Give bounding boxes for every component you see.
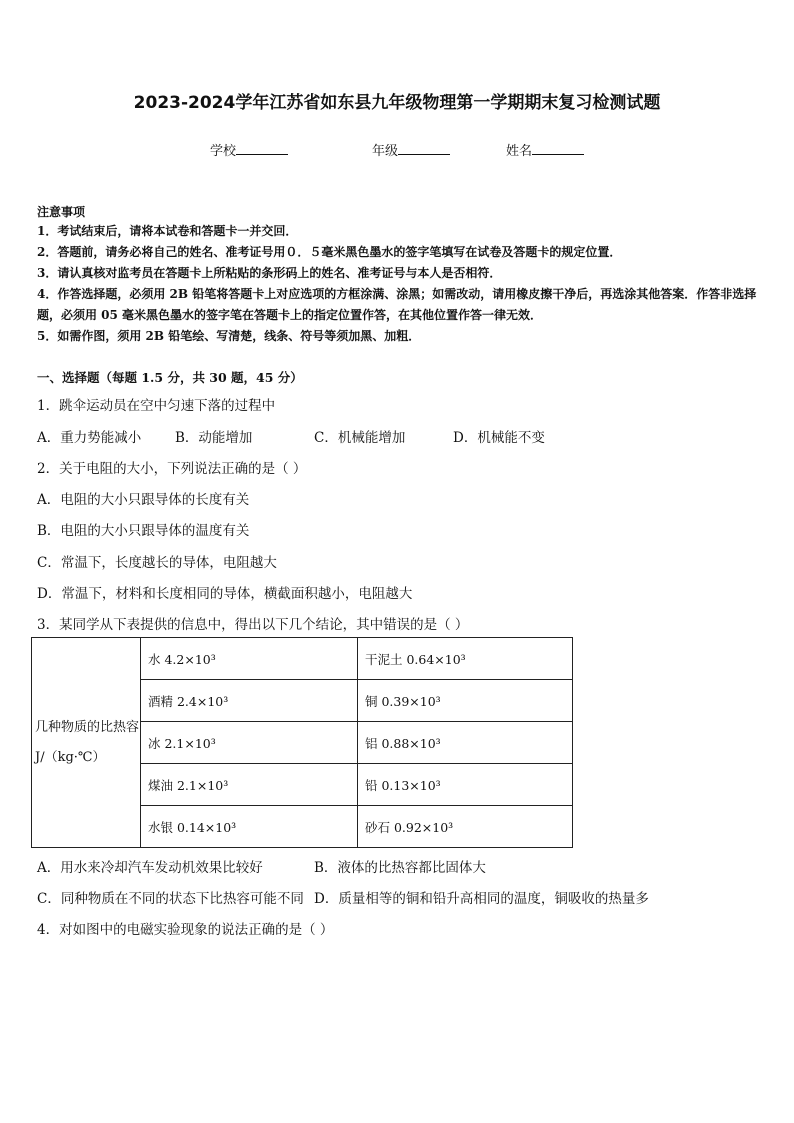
specific-heat-table: [31, 637, 573, 848]
question-3-stem: 3．某同学从下表提供的信息中，得出以下几个结论，其中错误的是（ ）: [37, 617, 469, 633]
q2-option-d: D．常温下，材料和长度相同的导体，横截面积越小，电阻越大: [37, 586, 413, 602]
table-row-header: 几种物质的比热容 J/（kg·℃）: [32, 638, 141, 848]
q2-option-a: A．电阻的大小只跟导体的长度有关: [37, 492, 250, 508]
q1-option-a: A．重力势能减小: [37, 430, 142, 446]
table-cell: 水 4.2×10³: [141, 638, 358, 680]
school-field: [210, 140, 288, 159]
q2-option-b: B．电阻的大小只跟导体的温度有关: [37, 523, 250, 539]
q1-option-c: C．机械能增加: [314, 430, 406, 446]
q3-option-b: B．液体的比热容都比固体大: [314, 860, 486, 876]
name-field: [506, 140, 584, 159]
question-4-stem: 4．对如图中的电磁实验现象的说法正确的是（ ）: [37, 922, 334, 938]
grade-label: 年级: [372, 144, 399, 159]
table-cell: 铝 0.88×10³: [358, 722, 573, 764]
notes-heading: 注意事项: [37, 205, 86, 219]
grade-field: [372, 140, 450, 159]
note-item: 3．请认真核对监考员在答题卡上所粘贴的条形码上的姓名、准考证号与本人是否相符．: [37, 266, 502, 280]
question-1-stem: 1．跳伞运动员在空中匀速下落的过程中: [37, 398, 276, 414]
name-label: 姓名: [506, 144, 533, 159]
table-cell: 水银 0.14×10³: [141, 806, 358, 848]
q3-option-d: D．质量相等的铜和铅升高相同的温度，铜吸收的热量多: [314, 891, 649, 907]
q2-option-c: C．常温下，长度越长的导体，电阻越大: [37, 555, 277, 571]
table-cell: 煤油 2.1×10³: [141, 764, 358, 806]
q1-option-d: D．机械能不变: [453, 430, 545, 446]
note-item: 2．答题前，请务必将自己的姓名、准考证号用０．５毫米黑色墨水的签字笔填写在试卷及答题卡的规定位置．: [37, 245, 622, 259]
table-cell: 冰 2.1×10³: [141, 722, 358, 764]
page-title: 2023-2024学年江苏省如东县九年级物理第一学期期末复习检测试题: [133, 93, 661, 113]
table-cell: 铅 0.13×10³: [358, 764, 573, 806]
school-blank: [236, 142, 288, 155]
q3-option-a: A．用水来冷却汽车发动机效果比较好: [37, 860, 263, 876]
table-cell: 砂石 0.92×10³: [358, 806, 573, 848]
table-cell: 铜 0.39×10³: [358, 680, 573, 722]
table-row: [32, 638, 573, 680]
section-heading: 一、选择题（每题 1.5 分，共 30 题，45 分）: [37, 370, 303, 385]
note-item: 5．如需作图，须用 2B 铅笔绘、写清楚，线条、符号等须加黑、加粗．: [37, 329, 421, 343]
school-label: 学校: [210, 144, 237, 159]
grade-blank: [398, 142, 450, 155]
note-item: 4．作答选择题，必须用 2B 铅笔将答题卡上对应选项的方框涂满、涂黑；如需改动，请用橡皮擦干净后，再选涂其他答案．作答非选择题，必须用 05 毫米黑色墨水的签字笔在答题卡上的指定位置作答，在其他位置作答一律无效．: [37, 287, 757, 322]
note-item: 1．考试结束后，请将本试卷和答题卡一并交回．: [37, 224, 298, 238]
table-cell: 酒精 2.4×10³: [141, 680, 358, 722]
name-blank: [532, 142, 584, 155]
table-cell: 干泥土 0.64×10³: [358, 638, 573, 680]
q1-option-b: B．动能增加: [175, 430, 253, 446]
q3-option-c: C．同种物质在不同的状态下比热容可能不同: [37, 891, 304, 907]
question-2-stem: 2．关于电阻的大小，下列说法正确的是（ ）: [37, 461, 307, 477]
